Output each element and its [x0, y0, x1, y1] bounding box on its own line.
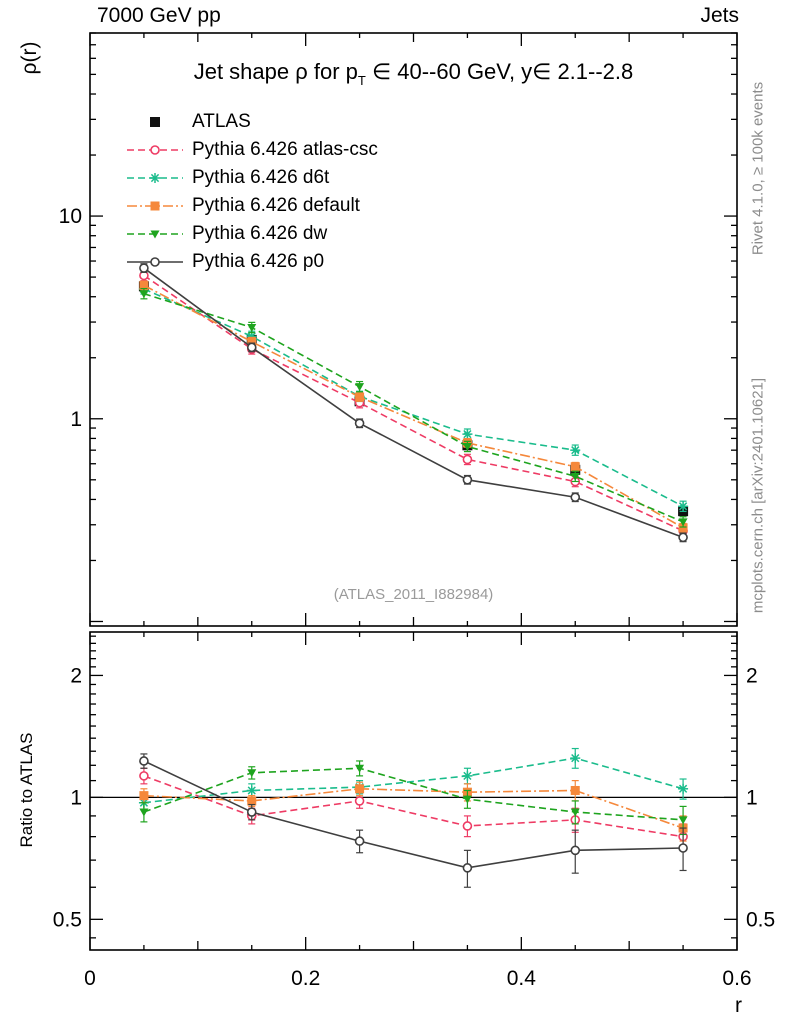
series-pythia-6-426-p0-point	[571, 846, 579, 854]
legend	[126, 108, 378, 276]
mcplots-arxiv-note: mcplots.cern.ch [arXiv:2401.10621]	[749, 377, 767, 614]
series-pythia-6-426-p0-point	[356, 419, 364, 427]
plot-title-subscript: T	[357, 73, 366, 88]
series-pythia-6-426-p0-point	[463, 864, 471, 872]
series-pythia-6-426-d6t-point	[570, 753, 580, 763]
series-pythia-6-426-atlas-csc-point	[463, 455, 471, 463]
y-tick-label-ratio-right: 0.5	[746, 908, 776, 932]
series-pythia-6-426-atlas-csc-point	[463, 822, 471, 830]
legend-label-pythia-6-426-d6t: Pythia 6.426 d6t	[192, 167, 330, 188]
series-pythia-6-426-p0-point	[140, 757, 148, 765]
legend-glyph	[150, 117, 160, 127]
legend-label-pythia-6-426-dw: Pythia 6.426 dw	[192, 223, 328, 244]
series-pythia-6-426-p0-point	[679, 533, 687, 541]
legend-item-pythia-6-426-d6t	[126, 164, 378, 192]
y-tick-label-ratio-right: 2	[746, 664, 758, 688]
series-pythia-6-426-d6t-point	[678, 784, 688, 794]
legend-glyph	[151, 146, 159, 154]
y-tick-label-top: 10	[58, 205, 82, 229]
legend-label-pythia-6-426-atlas-csc: Pythia 6.426 atlas-csc	[192, 139, 378, 160]
legend-item-pythia-6-426-p0	[126, 248, 378, 276]
series-pythia-6-426-dw-point	[463, 796, 472, 804]
legend-glyph	[151, 258, 159, 266]
series-pythia-6-426-default-line-top	[144, 285, 683, 527]
legend-marker-atlas-icon	[126, 113, 184, 131]
y-axis-label-ratio: Ratio to ATLAS	[17, 732, 36, 848]
legend-item-pythia-6-426-default	[126, 192, 378, 220]
process-label: Jets	[700, 4, 739, 27]
plot-title	[90, 59, 737, 88]
y-axis-label-top: ρ(r)	[18, 41, 41, 75]
legend-marker-pythia-6-426-default-icon	[126, 197, 184, 215]
legend-marker-pythia-6-426-atlas-csc-icon	[126, 141, 184, 159]
series-pythia-6-426-dw-point	[139, 809, 148, 817]
x-tick-label: 0.6	[722, 967, 752, 990]
legend-item-pythia-6-426-atlas-csc	[126, 136, 378, 164]
x-tick-label: 0	[84, 967, 96, 990]
series-pythia-6-426-dw-point	[355, 383, 364, 391]
series-pythia-6-426-d6t-point	[570, 445, 580, 455]
x-tick-label: 0.4	[506, 967, 536, 990]
legend-glyph	[150, 173, 160, 183]
plot-title-post: ∈ 40--60 GeV, y∈ 2.1--2.8	[365, 59, 634, 84]
rivet-version-note: Rivet 4.1.0, ≥ 100k events	[749, 81, 767, 256]
x-tick-label: 0.2	[291, 967, 321, 990]
series-pythia-6-426-default-point	[355, 393, 364, 402]
legend-label-atlas: ATLAS	[192, 111, 251, 132]
analysis-id-watermark: (ATLAS_2011_I882984)	[333, 586, 494, 603]
series-pythia-6-426-p0-line-top	[144, 268, 683, 537]
series-pythia-6-426-atlas-csc-line-ratio	[144, 776, 683, 837]
series-pythia-6-426-atlas-csc-point	[356, 797, 364, 805]
y-tick-label-ratio-left: 1	[70, 786, 82, 810]
series-pythia-6-426-p0-point	[463, 476, 471, 484]
y-tick-label-top: 1	[70, 407, 82, 431]
series-pythia-6-426-default-line-ratio	[144, 789, 683, 828]
series-pythia-6-426-atlas-csc-point	[140, 772, 148, 780]
legend-item-pythia-6-426-dw	[126, 220, 378, 248]
series-pythia-6-426-default-point	[571, 786, 580, 795]
legend-marker-pythia-6-426-d6t-icon	[126, 169, 184, 187]
y-tick-label-ratio-left: 2	[70, 664, 82, 688]
y-tick-label-ratio-left: 0.5	[52, 908, 82, 932]
plot-title-pre: Jet shape ρ for p	[193, 59, 358, 84]
series-pythia-6-426-p0-line-ratio	[144, 761, 683, 868]
legend-item-atlas	[126, 108, 378, 136]
series-pythia-6-426-p0-point	[356, 837, 364, 845]
series-pythia-6-426-d6t-line-ratio	[144, 758, 683, 803]
series-pythia-6-426-atlas-csc-line-top	[144, 276, 683, 531]
legend-marker-pythia-6-426-p0-icon	[126, 253, 184, 271]
series-pythia-6-426-p0-point	[571, 493, 579, 501]
series-pythia-6-426-default-point	[571, 462, 580, 471]
series-pythia-6-426-p0-point	[679, 844, 687, 852]
series-pythia-6-426-d6t-point	[462, 771, 472, 781]
series-pythia-6-426-p0-point	[248, 343, 256, 351]
series-pythia-6-426-default-point	[355, 784, 364, 793]
series-pythia-6-426-d6t-point	[678, 501, 688, 511]
series-pythia-6-426-d6t-point	[462, 429, 472, 439]
series-pythia-6-426-p0-point	[248, 808, 256, 816]
series-pythia-6-426-dw-point	[679, 816, 688, 824]
series-pythia-6-426-default-point	[139, 791, 148, 800]
x-axis-label: r	[735, 994, 742, 1017]
series-pythia-6-426-d6t-point	[247, 785, 257, 795]
y-tick-label-ratio-right: 1	[746, 786, 758, 810]
legend-label-pythia-6-426-p0: Pythia 6.426 p0	[192, 251, 325, 272]
legend-marker-pythia-6-426-dw-icon	[126, 225, 184, 243]
beam-label: 7000 GeV pp	[97, 4, 221, 27]
legend-glyph	[151, 202, 160, 211]
legend-label-pythia-6-426-default: Pythia 6.426 default	[192, 195, 360, 216]
series-pythia-6-426-d6t-line-top	[144, 289, 683, 506]
